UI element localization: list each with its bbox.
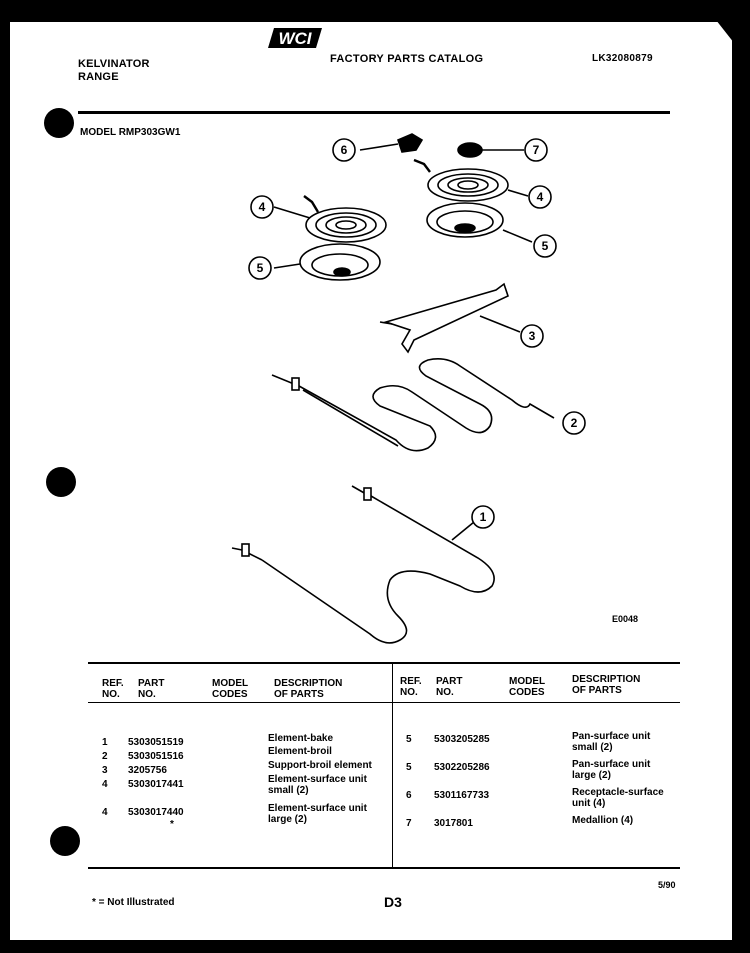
figure-code: E0048 xyxy=(612,614,639,624)
not-illustrated-marker: * xyxy=(170,819,174,830)
receptacle-part xyxy=(360,134,422,152)
callout-2: 2 xyxy=(570,416,578,430)
page-label: D3 xyxy=(384,894,402,910)
callout-7: 7 xyxy=(532,143,540,157)
ref-no: 2 xyxy=(102,751,108,762)
part-description: Receptacle-surface unit (4) xyxy=(572,787,664,809)
callout-5: 5 xyxy=(256,261,264,275)
header-part: PART NO. xyxy=(436,676,463,698)
catalog-title: FACTORY PARTS CATALOG xyxy=(330,53,484,65)
ref-no: 4 xyxy=(102,807,108,818)
product-line: RANGE xyxy=(78,71,119,83)
part-no: 5303205285 xyxy=(434,734,490,745)
table-bottom-rule xyxy=(88,867,680,869)
ref-no: 5 xyxy=(406,734,412,745)
table-top-rule xyxy=(88,662,680,664)
broil-element xyxy=(272,359,554,451)
part-description: Support-broil element xyxy=(268,760,372,771)
broil-element-support xyxy=(380,284,520,352)
surface-element-small xyxy=(414,160,528,201)
part-description: Element-surface unit large (2) xyxy=(268,803,367,825)
header-model: MODEL CODES xyxy=(509,676,546,698)
callout-4: 4 xyxy=(536,190,544,204)
part-no: 3017801 xyxy=(434,818,473,829)
drip-pan-large xyxy=(274,244,380,280)
part-description: Medallion (4) xyxy=(572,815,634,826)
part-description: Element-surface unit small (2) xyxy=(268,774,367,796)
part-no: 5301167733 xyxy=(434,790,490,801)
table-header-rule xyxy=(88,702,680,703)
brand-name: KELVINATOR xyxy=(78,58,150,70)
part-description: Pan-surface unit large (2) xyxy=(572,759,651,781)
ref-no: 5 xyxy=(406,762,412,773)
ref-no: 3 xyxy=(102,765,108,776)
catalog-number: LK32080879 xyxy=(592,53,653,64)
ref-no: 6 xyxy=(406,790,412,801)
medallion-part xyxy=(458,143,524,157)
part-no: 5303017441 xyxy=(128,779,184,790)
part-description: Element-bake xyxy=(268,733,334,744)
ref-no: 1 xyxy=(102,737,108,748)
part-description: Element-broil xyxy=(268,746,332,757)
part-no: 5303051519 xyxy=(128,737,184,748)
header-desc: DESCRIPTION OF PARTS xyxy=(274,678,343,700)
ref-no: 4 xyxy=(102,779,108,790)
part-no: 5303051516 xyxy=(128,751,184,762)
not-illustrated-note: * = Not Illustrated xyxy=(92,897,175,908)
revision-date: 5/90 xyxy=(658,880,676,890)
header-ref: REF. NO. xyxy=(102,678,124,700)
ref-no: 7 xyxy=(406,818,412,829)
part-no: 3205756 xyxy=(128,765,167,776)
part-no: 5302205286 xyxy=(434,762,490,773)
header-ref: REF. NO. xyxy=(400,676,422,698)
part-description: Pan-surface unit small (2) xyxy=(572,731,651,753)
header-part: PART NO. xyxy=(138,678,165,700)
callout-6: 6 xyxy=(340,143,348,157)
drip-pan-small xyxy=(427,203,532,242)
surface-element-large xyxy=(274,196,386,242)
binder-hole xyxy=(50,826,80,856)
callout-1: 1 xyxy=(479,510,487,524)
callout-3: 3 xyxy=(528,329,536,343)
callout-5: 5 xyxy=(541,239,549,253)
callout-4: 4 xyxy=(258,200,266,214)
header-desc: DESCRIPTION OF PARTS xyxy=(572,674,641,696)
part-no: 5303017440 xyxy=(128,807,184,818)
svg-text:WCI: WCI xyxy=(278,29,312,48)
model-label: MODEL RMP303GW1 xyxy=(80,127,181,138)
table-column-divider xyxy=(392,664,393,868)
bake-element xyxy=(232,486,494,643)
header-model: MODEL CODES xyxy=(212,678,249,700)
